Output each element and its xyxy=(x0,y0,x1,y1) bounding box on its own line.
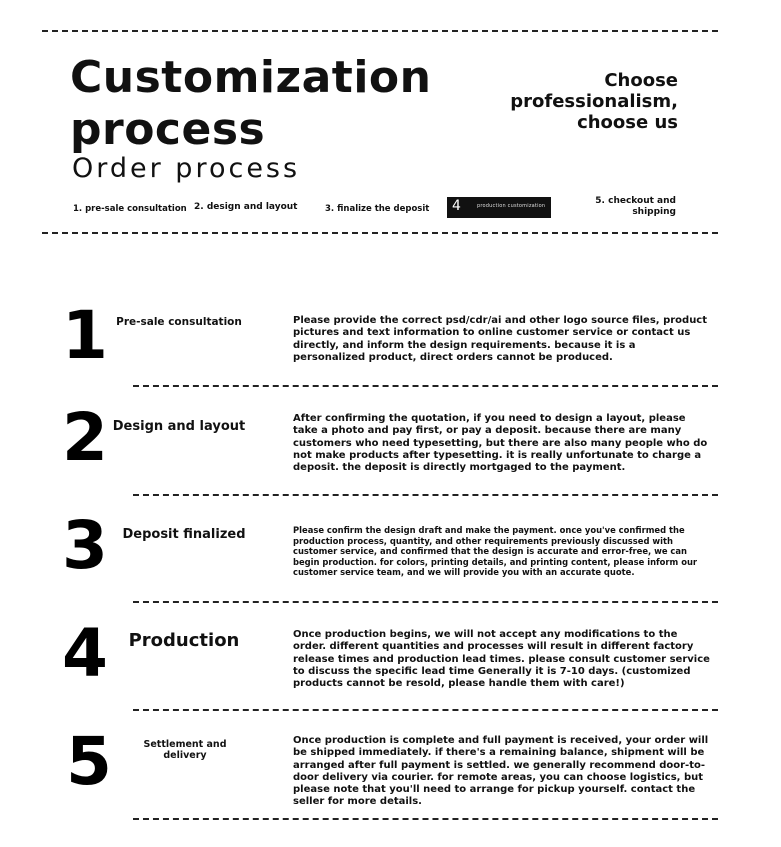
top-divider xyxy=(42,30,718,32)
step-title-1: Pre-sale consultation xyxy=(116,316,242,328)
step-description-3: Please confirm the design draft and make the payment. once you've confirmed the production process, quantity, and other requirements previously discussed with customer service, and confirmed that the design is accurate and error-free, we can begin production. for colors, printing details, and printing content, please inform our customer service team, and we will provide you with an accurate quote. xyxy=(293,525,698,577)
step-label-5: 5. checkout and shipping xyxy=(595,196,676,217)
header-divider xyxy=(42,232,718,234)
step-description-4: Once production begins, we will not accept any modifications to the order. different quantities and processes will result in different factory release times and production lead times. please consult customer service to discuss the specific lead time Generally it is 7-10 days. (customized products cannot be resold, please handle them with care!) xyxy=(293,629,710,690)
step-label-3: 3. finalize the deposit xyxy=(325,204,430,214)
step-number-2: 2 xyxy=(62,399,108,476)
section-divider-2 xyxy=(133,494,718,496)
step-description-5: Once production is complete and full payment is received, your order will be shipped immediately. if there's a remaining balance, shipment will be arranged after full payment is settled. we generally recommend door-to-door delivery via courier. for remote areas, you can choose logistics, but please note that you'll need to arrange for pickup yourself. contact the seller for more details. xyxy=(293,735,709,808)
step-number-5: 5 xyxy=(66,723,112,800)
page-subtitle: Order process xyxy=(72,153,301,184)
section-divider-4 xyxy=(133,709,718,711)
step-label-4-highlight xyxy=(447,197,551,218)
step-label-2: 2. design and layout xyxy=(194,202,298,212)
step-title-2: Design and layout xyxy=(112,419,246,434)
page-title: Customization process xyxy=(70,52,432,155)
step-number-1: 1 xyxy=(62,297,108,374)
step-description-1: Please provide the correct psd/cdr/ai and other logo source files, product pictures and text information to online customer service or contact us directly, and inform the design requirements. because it is a personalized product, direct orders cannot be produced. xyxy=(293,315,708,363)
step-title-4: Production xyxy=(128,630,240,651)
step-number-3: 3 xyxy=(62,507,108,584)
step-4-label: production customization xyxy=(477,203,546,209)
step-title-3: Deposit finalized xyxy=(122,527,246,542)
step-title-5: Settlement and delivery xyxy=(143,739,227,761)
bottom-divider xyxy=(133,818,718,820)
step-number-4: 4 xyxy=(62,615,108,692)
section-divider-1 xyxy=(133,385,718,387)
tagline: Choose professionalism, choose us xyxy=(510,70,678,133)
step-label-1: 1. pre-sale consultation xyxy=(73,204,187,214)
step-description-2: After confirming the quotation, if you need to design a layout, please take a photo and pay first, or pay a deposit. because there are many customers who need typesetting, but there are also many people who do not make products after typesetting. it is really unfortunate to charge a deposit. the deposit is directly mortgaged to the payment. xyxy=(293,413,708,474)
section-divider-3 xyxy=(133,601,718,603)
step-4-number: 4 xyxy=(452,198,461,214)
